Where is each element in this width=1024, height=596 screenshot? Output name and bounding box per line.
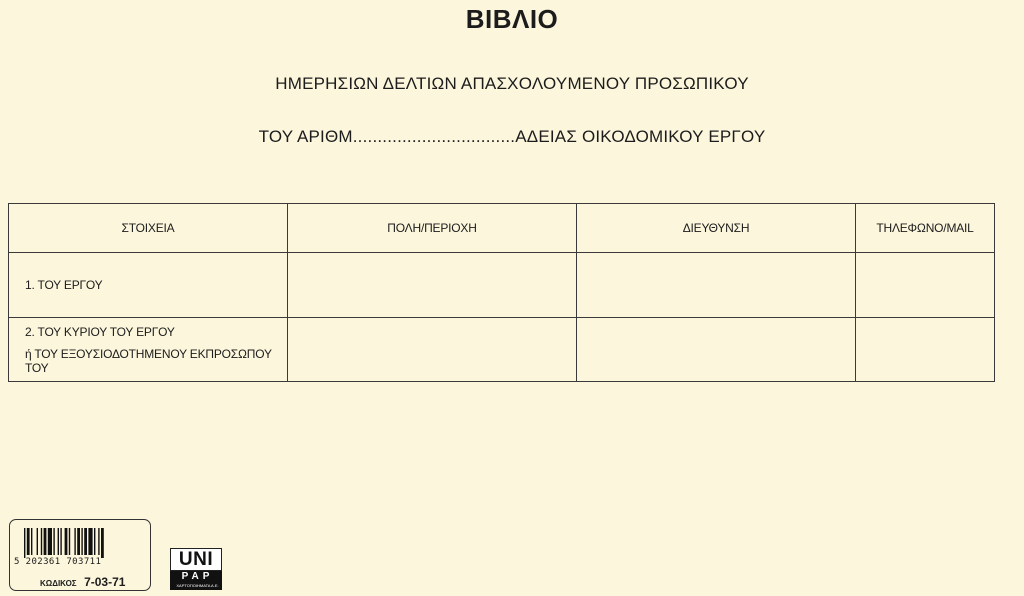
logo-small-text: ΧΑΡΤΟΠΟΙΗΜΑΤΑ Α.Ε. [176, 583, 219, 588]
barcode-bar [41, 528, 42, 555]
unipap-logo [170, 548, 222, 590]
barcode-bar [48, 528, 52, 555]
barcode-bar [27, 528, 30, 555]
permit-number-line: ΤΟΥ ΑΡΙΘΜ.................................ΑΔΕΙΑΣ ΟΙΚΟΔΟΜΙΚΟΥ ΕΡΓΟΥ [258, 127, 766, 146]
column-header-details: ΣΤΟΙΧΕΙΑ [9, 204, 288, 253]
barcode-bar [60, 528, 61, 555]
column-header-address: ΔΙΕΥΘΥΝΣΗ [577, 204, 856, 253]
barcode-bar [81, 528, 82, 555]
logo-bottom [170, 571, 222, 590]
column-header-phone: ΤΗΛΕΦΩΝΟ/MAIL [856, 204, 995, 253]
barcode-bar [58, 528, 59, 555]
barcode-bar [37, 528, 38, 555]
barcode-box [9, 519, 151, 591]
row-label-text: 1. ΤΟΥ ΕΡΓΟΥ [25, 278, 103, 292]
product-code-label: ΚΩΔΙΚΟΣ [40, 579, 77, 588]
logo-bottom-text: PAP [181, 571, 214, 582]
barcode-bar [94, 528, 95, 555]
barcode-bar [65, 528, 68, 555]
barcode-bar [53, 528, 54, 555]
barcode-digits: 5 202361 703711 [14, 557, 102, 567]
barcode-bar [98, 528, 99, 555]
table-row [9, 253, 995, 318]
table-row [9, 318, 995, 382]
barcode-bar [44, 528, 47, 555]
barcode-bar [24, 528, 25, 558]
document-subtitle: ΗΜΕΡΗΣΙΩΝ ΔΕΛΤΙΩΝ ΑΠΑΣΧΟΛΟΥΜΕΝΟΥ ΠΡΟΣΩΠΙΚΟΥ [275, 74, 749, 93]
row-label [9, 318, 288, 382]
phone-cell[interactable] [856, 253, 995, 318]
barcode-bar [88, 528, 92, 555]
table-header-row [9, 204, 995, 253]
barcode-bar [84, 528, 87, 555]
row-label-text-secondary: ή ΤΟΥ ΕΞΟΥΣΙΟΔΟΤΗΜΕΝΟΥ ΕΚΠΡΟΣΩΠΟΥ ΤΟΥ [25, 346, 272, 375]
phone-cell[interactable] [856, 318, 995, 382]
product-code-value: 7-03-71 [84, 575, 126, 589]
address-cell[interactable] [577, 318, 856, 382]
city-cell[interactable] [288, 318, 577, 382]
address-cell[interactable] [577, 253, 856, 318]
barcode-bar [31, 528, 32, 555]
logo-top-text: UNI [170, 548, 222, 571]
column-header-city: ΠΟΛΗ/ΠΕΡΙΟΧΗ [288, 204, 577, 253]
barcode-bar [77, 528, 80, 555]
row-label [9, 253, 288, 318]
city-cell[interactable] [288, 253, 577, 318]
product-code [40, 573, 125, 591]
barcode-bar [69, 528, 70, 555]
barcode-bar [74, 528, 75, 555]
barcode-bars [24, 528, 136, 558]
barcode-bar [101, 528, 104, 558]
row-label-text: 2. ΤΟΥ ΚΥΡΙΟΥ ΤΟΥ ΕΡΓΟΥ [25, 324, 175, 339]
document-title: ΒΙΒΛΙΟ [465, 4, 559, 34]
details-table [8, 203, 995, 382]
